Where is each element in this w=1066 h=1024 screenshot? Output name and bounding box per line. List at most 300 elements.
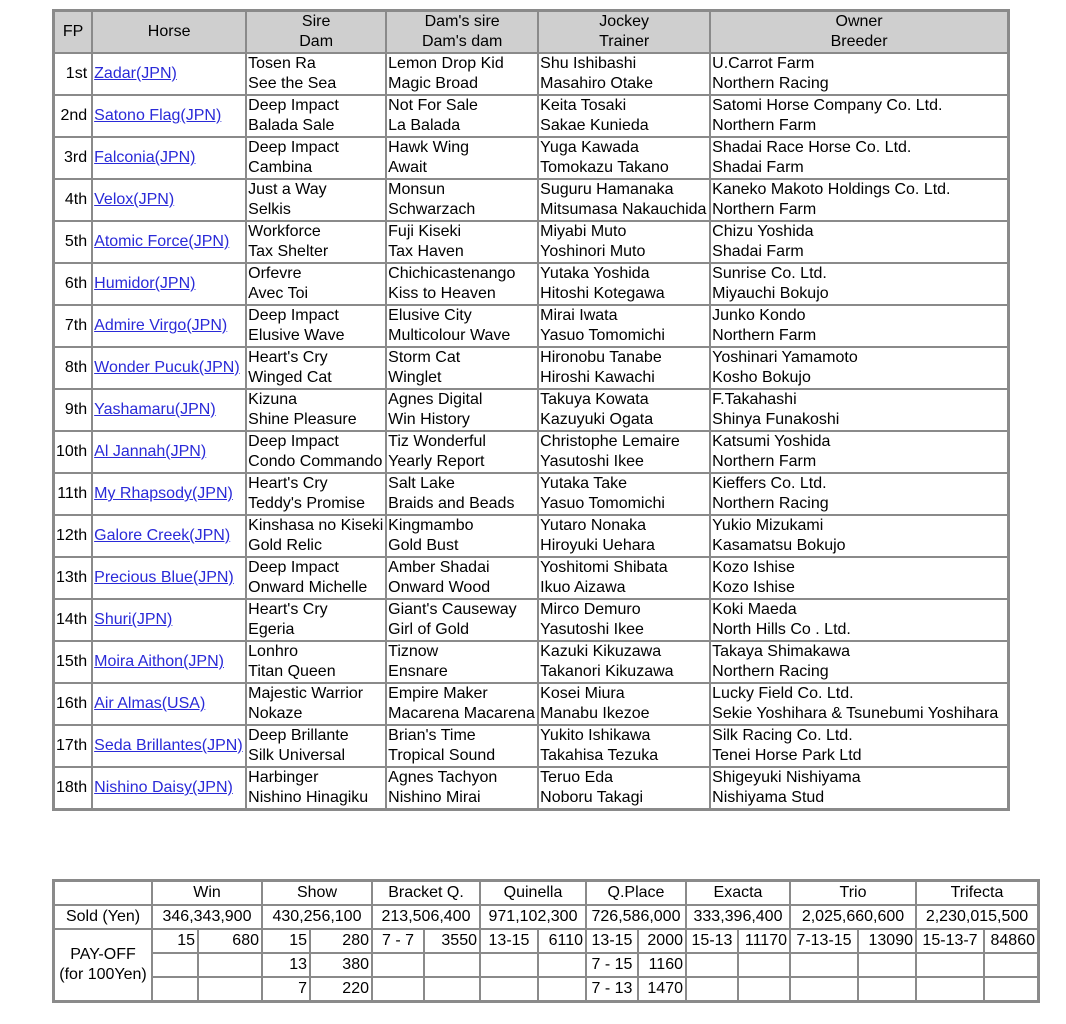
finish-position: 12th <box>54 515 92 557</box>
breeder: Shinya Funakoshi <box>712 411 840 428</box>
payoff-amount <box>198 977 262 1001</box>
sire-dam-cell <box>246 389 386 431</box>
jockey: Hironobu Tanabe <box>540 349 662 366</box>
dams-sire: Giant's Causeway <box>388 601 517 618</box>
owner-breeder-cell <box>710 95 1008 137</box>
sire: Heart's Cry <box>248 601 328 618</box>
payoff-amount: 11170 <box>738 929 790 953</box>
sire-dam-cell <box>246 221 386 263</box>
bet-type-header: Trio <box>790 881 916 905</box>
payoff-combination: 15-13-7 <box>916 929 984 953</box>
damsire-damdam-cell <box>386 179 538 221</box>
payoff-combination: 13-15 <box>586 929 638 953</box>
damsire-damdam-cell <box>386 725 538 767</box>
trainer: Yasutoshi Ikee <box>540 453 644 470</box>
table-row <box>54 641 1008 683</box>
jockey-trainer-cell <box>538 515 710 557</box>
horse-cell <box>92 137 246 179</box>
trainer: Ikuo Aizawa <box>540 579 626 596</box>
dam: Silk Universal <box>248 747 346 764</box>
sold-amount: 2,230,015,500 <box>916 905 1038 929</box>
trainer: Yasuo Tomomichi <box>540 327 665 344</box>
payoff-combination <box>790 977 858 1001</box>
jockey-trainer-cell <box>538 431 710 473</box>
breeder: Tenei Horse Park Ltd <box>712 747 862 764</box>
dams-sire: Hawk Wing <box>388 139 470 156</box>
table-row <box>54 221 1008 263</box>
dam: Gold Relic <box>248 537 322 554</box>
horse-link[interactable]: Zadar(JPN) <box>94 65 177 82</box>
finish-position: 4th <box>54 179 92 221</box>
payoff-combination <box>152 953 198 977</box>
payoff-combination: 7 - 7 <box>372 929 424 953</box>
sold-row <box>54 905 1038 929</box>
breeder: Northern Farm <box>712 201 817 218</box>
owner-breeder-cell <box>710 767 1008 809</box>
trainer: Yasutoshi Ikee <box>540 621 644 638</box>
owner: Katsumi Yoshida <box>712 433 831 450</box>
jockey: Teruo Eda <box>540 769 614 786</box>
finish-position: 13th <box>54 557 92 599</box>
damsire-damdam-cell <box>386 53 538 95</box>
breeder: North Hills Co . Ltd. <box>712 621 851 638</box>
owner-breeder-cell <box>710 725 1008 767</box>
damsire-damdam-cell <box>386 431 538 473</box>
finish-position: 3rd <box>54 137 92 179</box>
payoff-amount <box>538 953 586 977</box>
bet-type-header: Quinella <box>480 881 586 905</box>
breeder: Northern Racing <box>712 495 829 512</box>
jockey: Suguru Hamanaka <box>540 181 674 198</box>
horse-link[interactable]: My Rhapsody(JPN) <box>94 485 233 502</box>
horse-link[interactable]: Falconia(JPN) <box>94 149 196 166</box>
dams-dam: Girl of Gold <box>388 621 470 638</box>
jockey: Keita Tosaki <box>540 97 627 114</box>
payoff-amount: 3550 <box>424 929 480 953</box>
trainer: Noboru Takagi <box>540 789 644 806</box>
header-dam: Dam <box>299 33 334 50</box>
sire-dam-cell <box>246 599 386 641</box>
horse-link[interactable]: Nishino Daisy(JPN) <box>94 779 233 796</box>
dam: Onward Michelle <box>248 579 368 596</box>
owner: Kozo Ishise <box>712 559 795 576</box>
dam: Nokaze <box>248 705 303 722</box>
horse-cell <box>92 725 246 767</box>
trainer: Yoshinori Muto <box>540 243 646 260</box>
owner: Shigeyuki Nishiyama <box>712 769 861 786</box>
trainer: Tomokazu Takano <box>540 159 669 176</box>
breeder: Northern Farm <box>712 327 817 344</box>
bet-type-header: Show <box>262 881 372 905</box>
jockey-trainer-cell <box>538 683 710 725</box>
payoff-combination: 15 <box>152 929 198 953</box>
horse-cell <box>92 557 246 599</box>
owner: Satomi Horse Company Co. Ltd. <box>712 97 943 114</box>
sire-dam-cell <box>246 683 386 725</box>
jockey: Yutaro Nonaka <box>540 517 646 534</box>
horse-link[interactable]: Al Jannah(JPN) <box>94 443 207 460</box>
payoff-combination <box>916 953 984 977</box>
dams-sire: Monsun <box>388 181 446 198</box>
trainer: Hiroshi Kawachi <box>540 369 655 386</box>
payoff-combination <box>372 977 424 1001</box>
payoff-combination: 7-13-15 <box>790 929 858 953</box>
damsire-damdam-cell <box>386 557 538 599</box>
sire: Kizuna <box>248 391 298 408</box>
owner-breeder-cell <box>710 515 1008 557</box>
finish-position: 2nd <box>54 95 92 137</box>
damsire-damdam-cell <box>386 515 538 557</box>
table-row <box>54 137 1008 179</box>
jockey-trainer-cell <box>538 641 710 683</box>
dams-dam: Tax Haven <box>388 243 464 260</box>
dam: Egeria <box>248 621 295 638</box>
horse-link[interactable]: Velox(JPN) <box>94 191 175 208</box>
jockey-trainer-cell <box>538 53 710 95</box>
dam: Elusive Wave <box>248 327 345 344</box>
dams-sire: Brian's Time <box>388 727 476 744</box>
sire: Lonhro <box>248 643 298 660</box>
owner-breeder-cell <box>710 389 1008 431</box>
horse-link[interactable]: Air Almas(USA) <box>94 695 206 712</box>
jockey-trainer-cell <box>538 599 710 641</box>
owner-breeder-cell <box>710 179 1008 221</box>
finish-position: 7th <box>54 305 92 347</box>
owner-breeder-cell <box>710 683 1008 725</box>
finish-position: 10th <box>54 431 92 473</box>
header-sire-dam <box>246 11 386 53</box>
header-owner-breeder <box>710 11 1008 53</box>
payoff-combination: 15-13 <box>686 929 738 953</box>
jockey-trainer-cell <box>538 263 710 305</box>
jockey: Yuga Kawada <box>540 139 639 156</box>
payoff-amount <box>424 977 480 1001</box>
horse-cell <box>92 53 246 95</box>
table-row <box>54 557 1008 599</box>
header-jockey: Jockey <box>599 13 650 30</box>
damsire-damdam-cell <box>386 263 538 305</box>
payoff-amount: 280 <box>310 929 372 953</box>
horse-cell <box>92 515 246 557</box>
breeder: Northern Racing <box>712 663 829 680</box>
sire-dam-cell <box>246 347 386 389</box>
payoff-amount <box>984 977 1038 1001</box>
table-row <box>54 767 1008 809</box>
horse-cell <box>92 431 246 473</box>
jockey-trainer-cell <box>538 95 710 137</box>
sire: Deep Impact <box>248 559 339 576</box>
sire-dam-cell <box>246 179 386 221</box>
owner: Sunrise Co. Ltd. <box>712 265 827 282</box>
payoff-amount: 13090 <box>858 929 916 953</box>
owner: Takaya Shimakawa <box>712 643 850 660</box>
breeder: Shadai Farm <box>712 159 804 176</box>
dams-sire: Salt Lake <box>388 475 455 492</box>
owner-breeder-cell <box>710 305 1008 347</box>
horse-cell <box>92 599 246 641</box>
owner-breeder-cell <box>710 137 1008 179</box>
trainer: Sakae Kunieda <box>540 117 649 134</box>
sire-dam-cell <box>246 767 386 809</box>
sire: Deep Impact <box>248 139 339 156</box>
horse-link[interactable]: Humidor(JPN) <box>94 275 196 292</box>
results-header-row <box>54 11 1008 53</box>
dam: Cambina <box>248 159 313 176</box>
table-row <box>54 683 1008 725</box>
horse-link[interactable]: Galore Creek(JPN) <box>94 527 231 544</box>
owner: Shadai Race Horse Co. Ltd. <box>712 139 912 156</box>
results-table <box>52 9 1010 811</box>
jockey: Yutaka Take <box>540 475 628 492</box>
dams-dam: Gold Bust <box>388 537 459 554</box>
owner: U.Carrot Farm <box>712 55 815 72</box>
jockey-trainer-cell <box>538 389 710 431</box>
dams-sire: Fuji Kiseki <box>388 223 462 240</box>
dams-dam: Ensnare <box>388 663 448 680</box>
sire-dam-cell <box>246 137 386 179</box>
table-row <box>54 431 1008 473</box>
dam: Teddy's Promise <box>248 495 366 512</box>
payoff-amount <box>538 977 586 1001</box>
breeder: Northern Farm <box>712 117 817 134</box>
payoff-amount: 1160 <box>638 953 686 977</box>
trainer: Hiroyuki Uehara <box>540 537 655 554</box>
dams-dam: Winglet <box>388 369 442 386</box>
horse-link[interactable]: Precious Blue(JPN) <box>94 569 234 586</box>
sire: Harbinger <box>248 769 319 786</box>
finish-position: 17th <box>54 725 92 767</box>
dams-dam: Macarena Macarena <box>388 705 535 722</box>
header-jockey-trainer <box>538 11 710 53</box>
damsire-damdam-cell <box>386 641 538 683</box>
jockey: Mirai Iwata <box>540 307 618 324</box>
dams-sire: Not For Sale <box>388 97 478 114</box>
dam: Condo Commando <box>248 453 383 470</box>
horse-link[interactable]: Atomic Force(JPN) <box>94 233 230 250</box>
dam: Winged Cat <box>248 369 332 386</box>
sire-dam-cell <box>246 725 386 767</box>
damsire-damdam-cell <box>386 221 538 263</box>
finish-position: 8th <box>54 347 92 389</box>
owner-breeder-cell <box>710 263 1008 305</box>
table-row <box>54 305 1008 347</box>
horse-cell <box>92 179 246 221</box>
horse-link[interactable]: Satono Flag(JPN) <box>94 107 222 124</box>
breeder: Sekie Yoshihara & Tsunebumi Yoshihara <box>712 705 999 722</box>
dam: Titan Queen <box>248 663 336 680</box>
damsire-damdam-cell <box>386 599 538 641</box>
payoff-amount: 1470 <box>638 977 686 1001</box>
horse-cell <box>92 767 246 809</box>
payoff-combination <box>152 977 198 1001</box>
payoff-amount <box>858 953 916 977</box>
horse-link[interactable]: Moira Aithon(JPN) <box>94 653 224 670</box>
sire: Orfevre <box>248 265 302 282</box>
jockey-trainer-cell <box>538 767 710 809</box>
table-row <box>54 473 1008 515</box>
jockey: Kazuki Kikuzawa <box>540 643 662 660</box>
horse-link[interactable]: Admire Virgo(JPN) <box>94 317 228 334</box>
owner: Lucky Field Co. Ltd. <box>712 685 854 702</box>
dams-dam: Yearly Report <box>388 453 485 470</box>
sire: Deep Brillante <box>248 727 349 744</box>
dams-sire: Empire Maker <box>388 685 488 702</box>
trainer: Hitoshi Kotegawa <box>540 285 665 302</box>
payoff-combination <box>916 977 984 1001</box>
dams-sire: Chichicastenango <box>388 265 516 282</box>
payoff-amount <box>424 953 480 977</box>
table-row <box>54 263 1008 305</box>
dams-sire: Kingmambo <box>388 517 474 534</box>
owner: Kieffers Co. Ltd. <box>712 475 827 492</box>
sire: Tosen Ra <box>248 55 316 72</box>
table-row <box>54 725 1008 767</box>
dam: Avec Toi <box>248 285 309 302</box>
sire: Workforce <box>248 223 321 240</box>
damsire-damdam-cell <box>386 137 538 179</box>
header-dams-sire: Dam's sire <box>424 13 500 30</box>
dams-dam: Schwarzach <box>388 201 476 218</box>
payoff-amount <box>738 953 790 977</box>
payoff-amount: 680 <box>198 929 262 953</box>
payoff-amount: 6110 <box>538 929 586 953</box>
sire: Heart's Cry <box>248 475 328 492</box>
owner: Koki Maeda <box>712 601 797 618</box>
damsire-damdam-cell <box>386 347 538 389</box>
dams-sire: Elusive City <box>388 307 472 324</box>
payoff-amount <box>198 953 262 977</box>
jockey-trainer-cell <box>538 725 710 767</box>
horse-cell <box>92 473 246 515</box>
damsire-damdam-cell <box>386 473 538 515</box>
horse-cell <box>92 683 246 725</box>
dams-sire: Storm Cat <box>388 349 461 366</box>
dam: Nishino Hinagiku <box>248 789 369 806</box>
sire-dam-cell <box>246 263 386 305</box>
jockey-trainer-cell <box>538 473 710 515</box>
sire-dam-cell <box>246 557 386 599</box>
sire: Deep Impact <box>248 307 339 324</box>
jockey: Yukito Ishikawa <box>540 727 651 744</box>
payoff-amount: 2000 <box>638 929 686 953</box>
table-row <box>54 95 1008 137</box>
damsire-damdam-cell <box>386 95 538 137</box>
owner-breeder-cell <box>710 473 1008 515</box>
sire: Deep Impact <box>248 433 339 450</box>
owner: Yukio Mizukami <box>712 517 824 534</box>
payoff-combination <box>686 977 738 1001</box>
payoff-row <box>54 977 1038 1001</box>
jockey-trainer-cell <box>538 557 710 599</box>
finish-position: 1st <box>54 53 92 95</box>
payout-corner <box>54 881 152 905</box>
horse-cell <box>92 389 246 431</box>
horse-link[interactable]: Seda Brillantes(JPN) <box>94 737 243 754</box>
jockey-trainer-cell <box>538 179 710 221</box>
payoff-amount: 380 <box>310 953 372 977</box>
jockey-trainer-cell <box>538 137 710 179</box>
finish-position: 11th <box>54 473 92 515</box>
trainer: Masahiro Otake <box>540 75 654 92</box>
owner: Chizu Yoshida <box>712 223 814 240</box>
header-damsire-damdam <box>386 11 538 53</box>
payoff-label-line1: PAY-OFF <box>70 946 136 963</box>
finish-position: 14th <box>54 599 92 641</box>
trainer: Kazuyuki Ogata <box>540 411 654 428</box>
sold-amount: 726,586,000 <box>586 905 686 929</box>
dams-sire: Agnes Digital <box>388 391 483 408</box>
damsire-damdam-cell <box>386 767 538 809</box>
bet-type-header: Bracket Q. <box>372 881 480 905</box>
dam: Selkis <box>248 201 291 218</box>
payoff-combination <box>480 977 538 1001</box>
sire-dam-cell <box>246 53 386 95</box>
finish-position: 6th <box>54 263 92 305</box>
dams-dam: Nishino Mirai <box>388 789 481 806</box>
dams-dam: Kiss to Heaven <box>388 285 496 302</box>
sire-dam-cell <box>246 431 386 473</box>
dam: Balada Sale <box>248 117 335 134</box>
sire-dam-cell <box>246 95 386 137</box>
breeder: Northern Racing <box>712 75 829 92</box>
bet-type-header: Exacta <box>686 881 790 905</box>
header-breeder: Breeder <box>830 33 888 50</box>
owner: Junko Kondo <box>712 307 806 324</box>
jockey: Yoshitomi Shibata <box>540 559 668 576</box>
header-sire: Sire <box>301 13 331 30</box>
horse-cell <box>92 305 246 347</box>
breeder: Miyauchi Bokujo <box>712 285 829 302</box>
dams-sire: Lemon Drop Kid <box>388 55 504 72</box>
payout-table <box>52 879 1040 1003</box>
horse-link[interactable]: Wonder Pucuk(JPN) <box>94 359 240 376</box>
dams-dam: Braids and Beads <box>388 495 515 512</box>
table-row <box>54 53 1008 95</box>
payoff-amount <box>738 977 790 1001</box>
breeder: Kosho Bokujo <box>712 369 811 386</box>
jockey: Christophe Lemaire <box>540 433 680 450</box>
finish-position: 9th <box>54 389 92 431</box>
horse-link[interactable]: Shuri(JPN) <box>94 611 173 628</box>
table-row <box>54 599 1008 641</box>
payoff-combination <box>480 953 538 977</box>
payoff-amount: 220 <box>310 977 372 1001</box>
payoff-label <box>54 929 152 1001</box>
owner-breeder-cell <box>710 221 1008 263</box>
payoff-combination: 7 <box>262 977 310 1001</box>
horse-link[interactable]: Yashamaru(JPN) <box>94 401 216 418</box>
sire: Just a Way <box>248 181 327 198</box>
owner-breeder-cell <box>710 53 1008 95</box>
jockey: Yutaka Yoshida <box>540 265 650 282</box>
dams-dam: Win History <box>388 411 470 428</box>
trainer: Manabu Ikezoe <box>540 705 650 722</box>
sold-amount: 213,506,400 <box>372 905 480 929</box>
finish-position: 16th <box>54 683 92 725</box>
payoff-row <box>54 929 1038 953</box>
damsire-damdam-cell <box>386 683 538 725</box>
trainer: Yasuo Tomomichi <box>540 495 665 512</box>
dams-dam: La Balada <box>388 117 461 134</box>
dam: Shine Pleasure <box>248 411 357 428</box>
sire-dam-cell <box>246 515 386 557</box>
owner-breeder-cell <box>710 599 1008 641</box>
dams-dam: Tropical Sound <box>388 747 496 764</box>
sold-label: Sold (Yen) <box>54 905 152 929</box>
sire-dam-cell <box>246 641 386 683</box>
bet-type-header: Win <box>152 881 262 905</box>
bet-type-header: Trifecta <box>916 881 1038 905</box>
